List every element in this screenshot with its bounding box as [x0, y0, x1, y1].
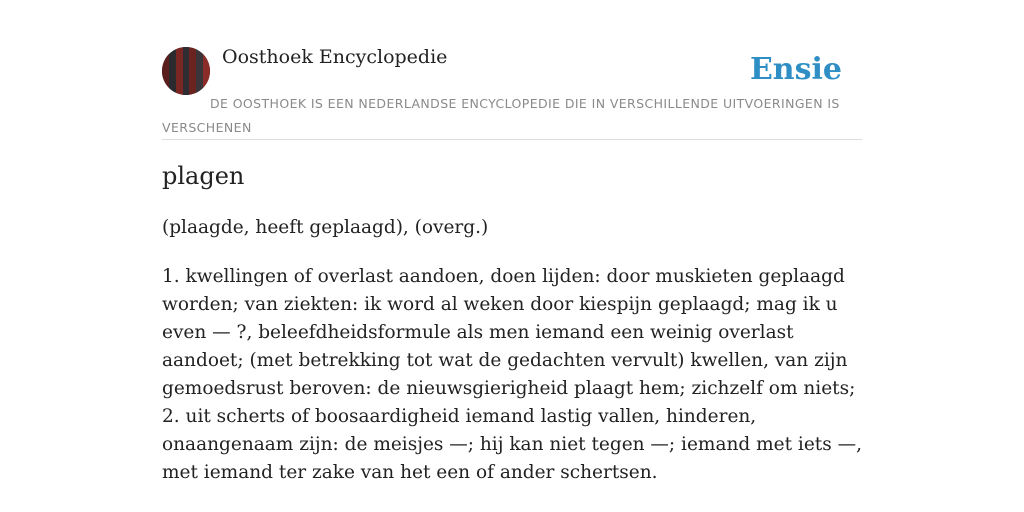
definition-sense-1: 1. kwellingen of overlast aandoen, doen lijden: door muskieten geplaagd worden; van ziekten: ik word al weken door kiespijn geplaagd; mag ik u even — ?, beleefdheidsformule als men iemand een weinig overlast aandoet; (met betrekking tot wat de gedachten vervult) kwellen, van zijn gemoedsrust beroven: de nieuwsgierigheid plaagt hem; zichzelf om niets; — [162, 266, 856, 399]
header-divider — [162, 139, 862, 140]
brand-logo[interactable]: Ensie — [749, 52, 842, 87]
site-tagline: DE OOSTHOEK IS EEN NEDERLANDSE ENCYCLOPEDIE DIE IN VERSCHILLENDE UITVOERINGEN IS VERSCHENEN — [162, 96, 840, 135]
entry-definition — [162, 263, 868, 487]
definition-sense-2: 2. uit scherts of boosaardigheid iemand lastig vallen, hinderen, onaangenaam zijn: de meisjes —; hij kan niet tegen —; iemand met iets —, met iemand ter zake van het een of ander schertsen. — [162, 406, 862, 483]
site-avatar[interactable] — [162, 47, 210, 95]
entry-grammar: (plaagde, heeft geplaagd), (overg.) — [162, 217, 489, 238]
entry-headword: plagen — [162, 162, 245, 190]
encyclopedia-books-image — [162, 47, 210, 95]
site-title[interactable]: Oosthoek Encyclopedie — [222, 46, 448, 68]
